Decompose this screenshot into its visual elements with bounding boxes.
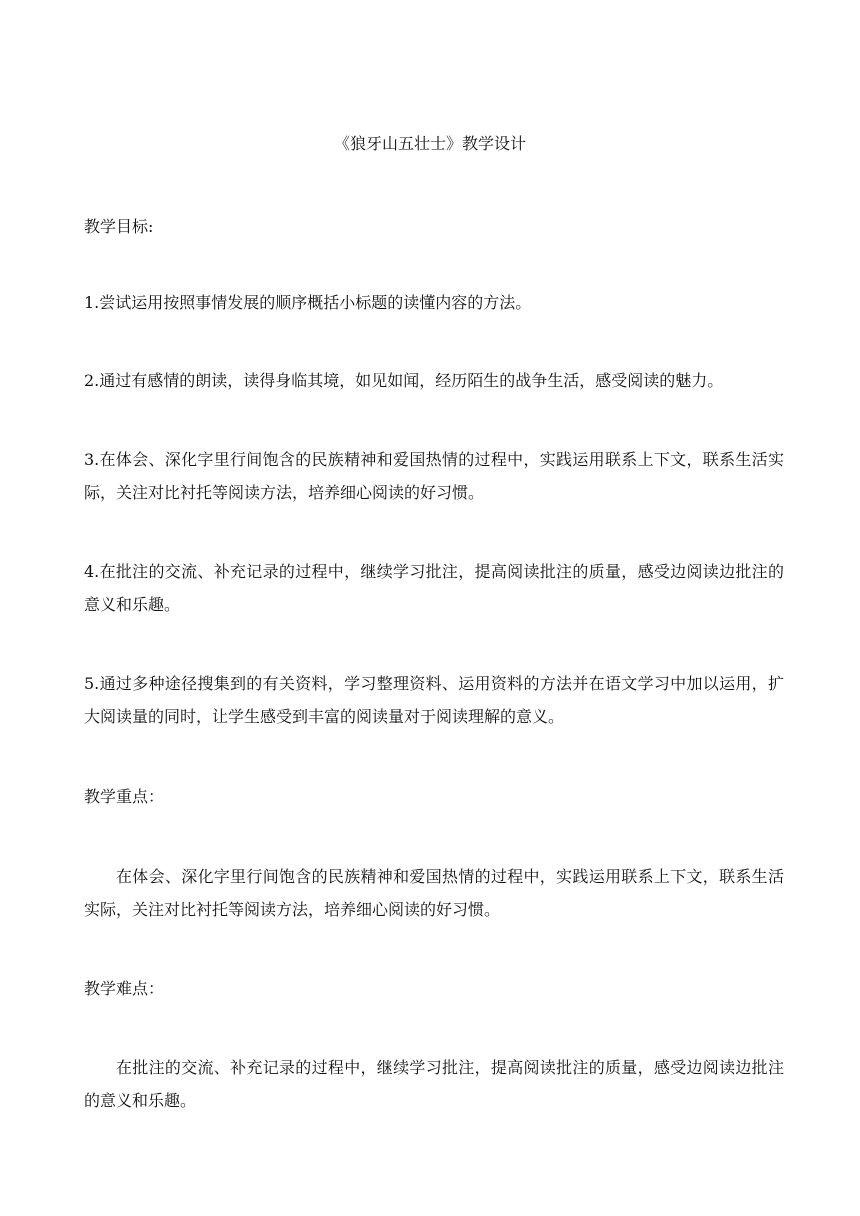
objective-item-4: 4.在批注的交流、补充记录的过程中，继续学习批注，提高阅读批注的质量，感受边阅读边批注的意义和乐趣。: [84, 562, 784, 614]
key-points-heading: 教学重点：: [84, 787, 165, 806]
difficulties-heading: 教学难点：: [84, 979, 165, 998]
objective-item-3: 3.在体会、深化字里行间饱含的民族精神和爱国热情的过程中，实践运用联系上下文，联系生活实际，关注对比衬托等阅读方法，培养细心阅读的好习惯。: [84, 450, 784, 502]
objectives-heading: 教学目标:: [84, 217, 154, 236]
document-title: 《狼牙山五壮士》教学设计: [333, 134, 526, 153]
objective-item-1: 1.尝试运用按照事情发展的顺序概括小标题的读懂内容的方法。: [84, 293, 532, 312]
difficulties-text: 在批注的交流、补充记录的过程中，继续学习批注，提高阅读批注的质量，感受边阅读边批注的意义和乐趣。: [84, 1058, 784, 1110]
key-points-text: 在体会、深化字里行间饱含的民族精神和爱国热情的过程中，实践运用联系上下文，联系生活实际，关注对比衬托等阅读方法，培养细心阅读的好习惯。: [84, 867, 784, 919]
objective-item-5: 5.通过多种途径搜集到的有关资料，学习整理资料、运用资料的方法并在语文学习中加以运用，扩大阅读量的同时，让学生感受到丰富的阅读量对于阅读理解的意义。: [84, 674, 784, 726]
objective-item-2: 2.通过有感情的朗读，读得身临其境，如见如闻，经历陌生的战争生活，感受阅读的魅力。: [84, 371, 724, 390]
